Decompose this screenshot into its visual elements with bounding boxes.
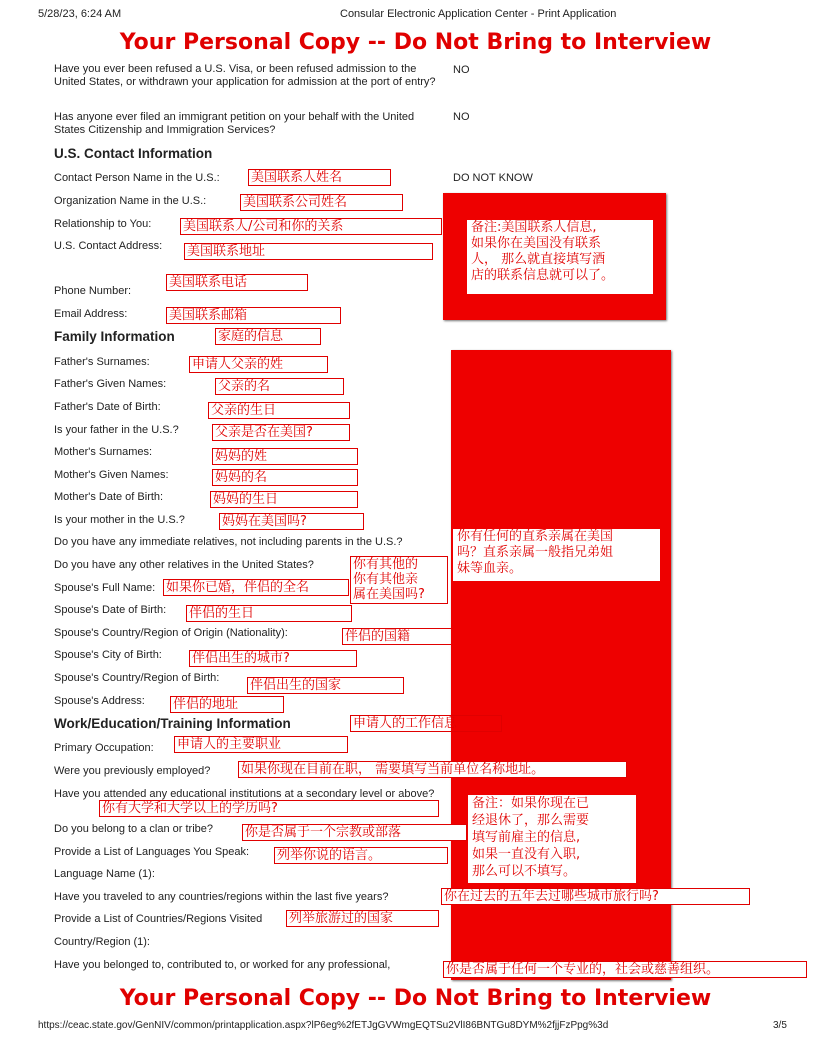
section-us-contact: U.S. Contact Information <box>54 146 213 161</box>
note-spouse-city: 伴侣出生的城市? <box>189 650 357 667</box>
note-mother-surname: 妈妈的姓 <box>212 448 358 465</box>
field-other-relatives: Do you have any other relatives in the United States? <box>54 559 314 571</box>
field-spouse-city: Spouse's City of Birth: <box>54 649 162 661</box>
field-mother-given: Mother's Given Names: <box>54 469 169 481</box>
note-professional-orgs: 你是否属于任何一个专业的，社会或慈善组织。 <box>443 961 807 978</box>
field-language-name: Language Name (1): <box>54 868 155 880</box>
field-immediate-relatives: Do you have any immediate relatives, not including parents in the U.S.? <box>54 536 403 548</box>
note-spouse-country: 伴侣出生的国家 <box>247 677 404 694</box>
banner-top: Your Personal Copy -- Do Not Bring to Interview <box>119 30 712 55</box>
field-countries-visited: Provide a List of Countries/Regions Visited <box>54 913 263 925</box>
field-previously-employed: Were you previously employed? <box>54 765 211 777</box>
field-father-given: Father's Given Names: <box>54 378 167 390</box>
callout-contact: 备注:美国联系人信息, 如果你在美国没有联系 人， 那么就直接填写酒 店的联系信息就可以了。 <box>467 220 653 294</box>
field-spouse-address: Spouse's Address: <box>54 695 145 707</box>
note-address: 美国联系地址 <box>184 243 433 260</box>
field-contact-address: U.S. Contact Address: <box>54 240 163 252</box>
field-father-surname: Father's Surnames: <box>54 356 150 368</box>
field-mother-in-us: Is your mother in the U.S.? <box>54 514 185 526</box>
field-spouse-nationality: Spouse's Country/Region of Origin (Nationality): <box>54 627 288 639</box>
section-work: Work/Education/Training Information <box>54 716 291 731</box>
field-father-in-us: Is your father in the U.S.? <box>54 424 179 436</box>
field-education: Have you attended any educational institutions at a secondary level or above? <box>54 788 435 800</box>
field-contact-person: Contact Person Name in the U.S.: <box>54 172 220 184</box>
note-spouse-name: 如果你已婚，伴侣的全名 <box>163 579 349 596</box>
note-clan-tribe: 你是否属于一个宗教或部落 <box>242 824 467 841</box>
note-previously-employed: 如果你现在目前在职， 需要填写当前单位名称地址。 <box>238 761 627 778</box>
field-traveled: Have you traveled to any countries/regions within the last five years? <box>54 891 389 903</box>
note-mother-dob: 妈妈的生日 <box>210 491 358 508</box>
callout-immediate-relatives: 你有任何的直系亲属在美国 吗？直系亲属一般指兄弟姐 妹等血亲。 <box>453 529 660 581</box>
print-datetime: 5/28/23, 6:24 AM <box>38 8 122 20</box>
field-professional-orgs: Have you belonged to, contributed to, or worked for any professional, <box>54 959 391 971</box>
note-education: 你有大学和大学以上的学历吗? <box>99 800 439 817</box>
field-email: Email Address: <box>54 308 128 320</box>
note-countries-visited: 列举旅游过的国家 <box>286 910 439 927</box>
callout-employment: 备注：如果你现在已 经退休了，那么需要 填写前雇主的信息, 如果一直没有入职, 那么可以不填写。 <box>468 795 636 883</box>
note-mother-given: 妈妈的名 <box>212 469 358 486</box>
field-clan-tribe: Do you belong to a clan or tribe? <box>54 823 213 835</box>
question-refused-visa: Have you ever been refused a U.S. Visa, or been refused admission to the United States, or withdrawn your application for admission at the port of entry? <box>54 63 436 88</box>
answer-contact-person: DO NOT KNOW <box>453 172 533 184</box>
note-spouse-nationality: 伴侣的国籍 <box>342 628 514 645</box>
note-spouse-dob: 伴侣的生日 <box>186 605 352 622</box>
print-title: Consular Electronic Application Center - Print Application <box>340 8 617 20</box>
note-traveled: 你在过去的五年去过哪些城市旅行吗? <box>441 888 750 905</box>
section-family: Family Information <box>54 329 175 344</box>
field-languages: Provide a List of Languages You Speak: <box>54 846 250 858</box>
note-phone: 美国联系电话 <box>166 274 308 291</box>
note-spouse-address: 伴侣的地址 <box>170 696 284 713</box>
highlight-block-family-work <box>451 350 671 980</box>
field-phone: Phone Number: <box>54 285 132 297</box>
note-father-dob: 父亲的生日 <box>208 402 350 419</box>
note-email: 美国联系邮箱 <box>166 307 341 324</box>
note-mother-in-us: 妈妈在美国吗? <box>219 513 364 530</box>
answer-immigrant-petition: NO <box>453 111 470 123</box>
answer-refused-visa: NO <box>453 64 470 76</box>
note-father-given: 父亲的名 <box>215 378 344 395</box>
field-primary-occupation: Primary Occupation: <box>54 742 154 754</box>
note-occupation: 申请人的主要职业 <box>174 736 348 753</box>
question-immigrant-petition: Has anyone ever filed an immigrant petition on your behalf with the United States Citizenship and Immigration Services? <box>54 111 415 136</box>
field-spouse-name: Spouse's Full Name: <box>54 582 156 594</box>
field-spouse-country: Spouse's Country/Region of Birth: <box>54 672 220 684</box>
field-organization: Organization Name in the U.S.: <box>54 195 207 207</box>
note-father-in-us: 父亲是否在美国? <box>212 424 350 441</box>
field-father-dob: Father's Date of Birth: <box>54 401 161 413</box>
banner-bottom: Your Personal Copy -- Do Not Bring to Interview <box>119 986 712 1011</box>
note-work-heading: 申请人的工作信息 <box>350 715 502 732</box>
note-other-relatives: 你有其他的 你有其他亲 属在美国吗? <box>350 556 448 604</box>
field-relationship: Relationship to You: <box>54 218 152 230</box>
note-father-surname: 申请人父亲的姓 <box>189 356 328 373</box>
note-languages: 列举你说的语言。 <box>274 847 448 864</box>
field-spouse-dob: Spouse's Date of Birth: <box>54 604 167 616</box>
field-country-region: Country/Region (1): <box>54 936 150 948</box>
note-relationship: 美国联系人/公司和你的关系 <box>180 218 442 235</box>
note-family-heading: 家庭的信息 <box>215 328 321 345</box>
footer-url[interactable]: https://ceac.state.gov/GenNIV/common/printapplication.aspx?lP6eg%2fETJgGVWmgEQTSu2VlI86BNTGu8DYM%2fjjFzPpg%3d <box>38 1020 609 1031</box>
footer-page-number: 3/5 <box>773 1020 787 1031</box>
note-contact-name: 美国联系人姓名 <box>248 169 391 186</box>
field-mother-dob: Mother's Date of Birth: <box>54 491 164 503</box>
note-company-name: 美国联系公司姓名 <box>240 194 403 211</box>
field-mother-surname: Mother's Surnames: <box>54 446 153 458</box>
